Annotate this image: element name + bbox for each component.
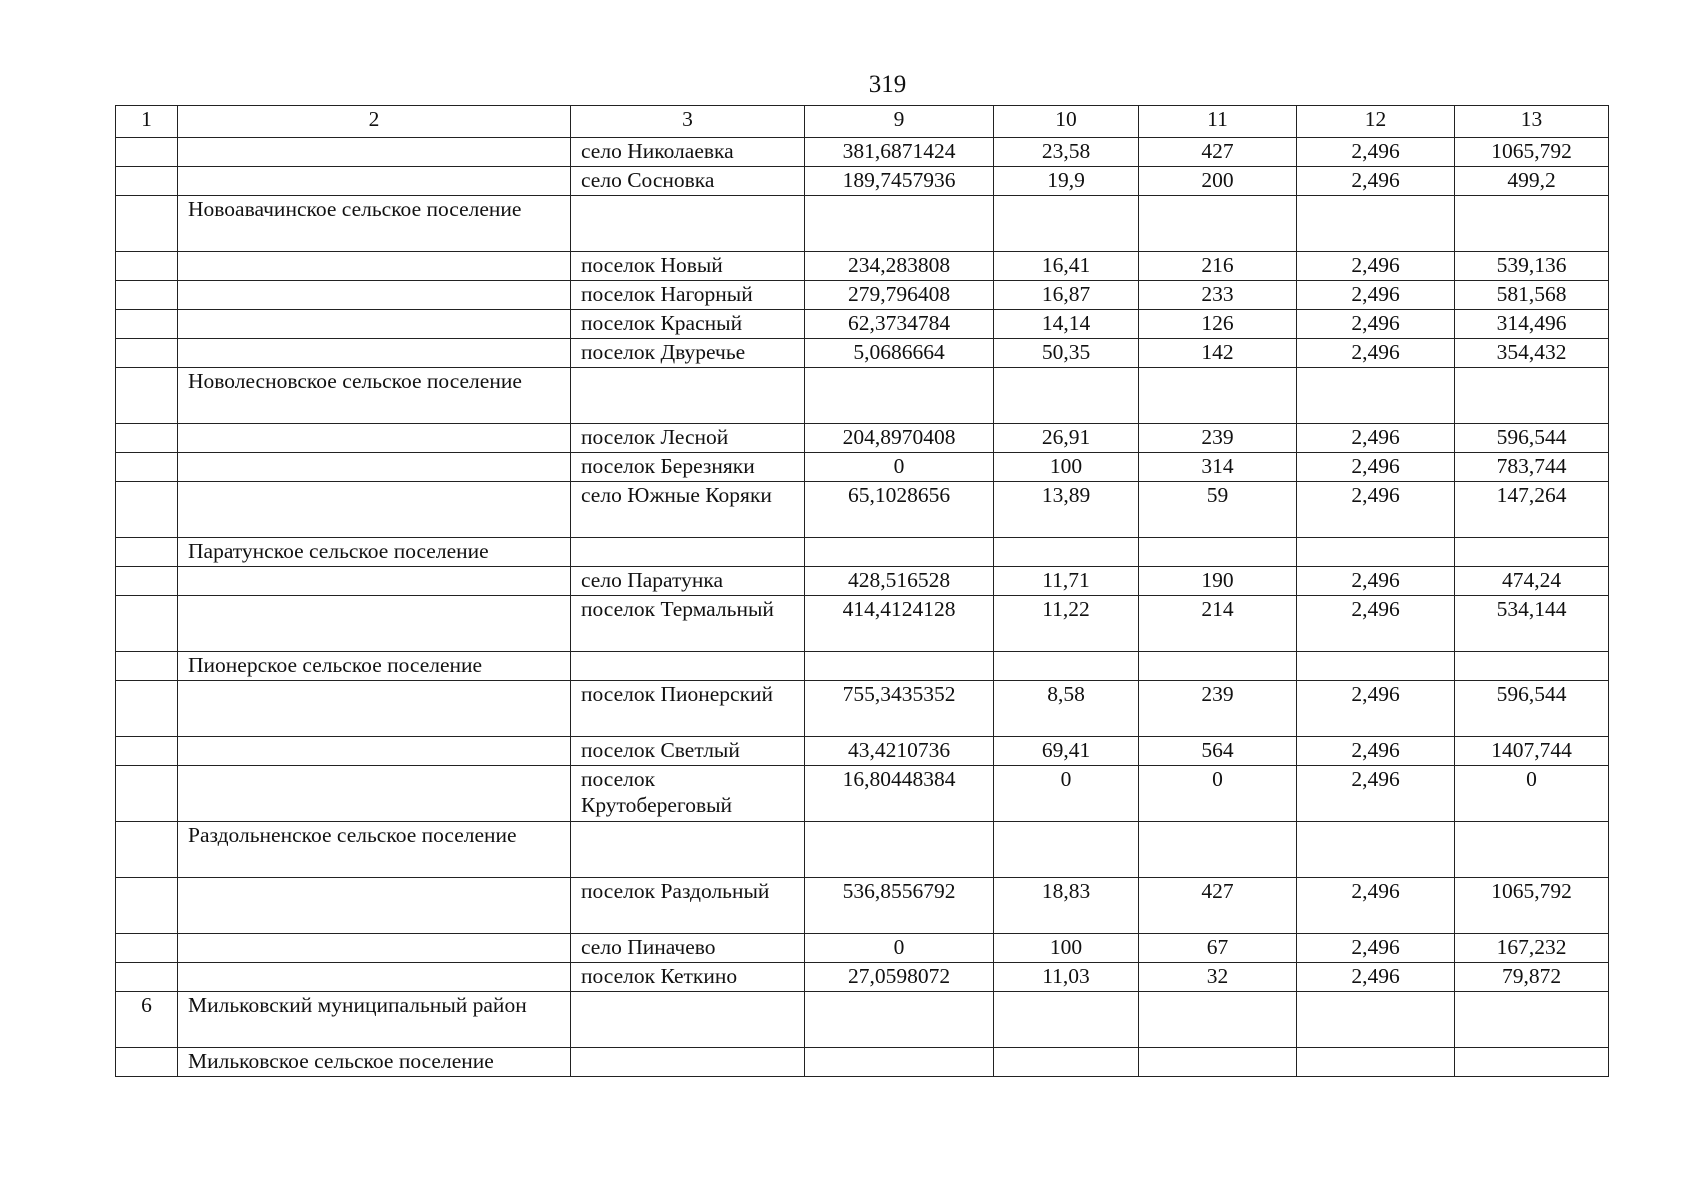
col12-value-cell: 2,496 [1297, 681, 1455, 737]
row-number-cell [116, 822, 178, 878]
data-table [115, 105, 1609, 1077]
col9-value-cell: 204,8970408 [805, 424, 994, 453]
municipality-cell: Раздольненское сельское поселение [178, 822, 571, 878]
col9-value-cell: 65,1028656 [805, 482, 994, 538]
municipality-cell [178, 424, 571, 453]
municipality-cell [178, 339, 571, 368]
col10-value-cell: 18,83 [994, 878, 1139, 934]
row-number-cell [116, 652, 178, 681]
col12-value-cell: 2,496 [1297, 737, 1455, 766]
municipality-cell [178, 766, 571, 822]
col12-value-cell: 2,496 [1297, 310, 1455, 339]
col10-value-cell [994, 992, 1139, 1048]
settlement-cell: поселок Березняки [571, 453, 805, 482]
table-row [116, 992, 1609, 1048]
col13-value-cell [1455, 992, 1609, 1048]
col13-value-cell: 596,544 [1455, 424, 1609, 453]
settlement-cell: село Паратунка [571, 567, 805, 596]
table-row [116, 652, 1609, 681]
header-cell: 1 [116, 106, 178, 138]
col12-value-cell: 2,496 [1297, 424, 1455, 453]
col11-value-cell: 239 [1139, 424, 1297, 453]
municipality-cell [178, 482, 571, 538]
row-number-cell [116, 482, 178, 538]
col13-value-cell: 354,432 [1455, 339, 1609, 368]
table-row [116, 310, 1609, 339]
col13-value-cell [1455, 822, 1609, 878]
header-cell: 9 [805, 106, 994, 138]
col13-value-cell [1455, 1048, 1609, 1077]
col11-value-cell [1139, 538, 1297, 567]
table-row [116, 1048, 1609, 1077]
col10-value-cell: 100 [994, 934, 1139, 963]
col9-value-cell: 5,0686664 [805, 339, 994, 368]
table-row [116, 196, 1609, 252]
col9-value-cell [805, 992, 994, 1048]
col11-value-cell [1139, 822, 1297, 878]
col12-value-cell: 2,496 [1297, 766, 1455, 822]
col10-value-cell: 16,87 [994, 281, 1139, 310]
col11-value-cell: 59 [1139, 482, 1297, 538]
col12-value-cell: 2,496 [1297, 963, 1455, 992]
col9-value-cell: 381,6871424 [805, 138, 994, 167]
col11-value-cell: 214 [1139, 596, 1297, 652]
col10-value-cell: 100 [994, 453, 1139, 482]
table-row [116, 934, 1609, 963]
col10-value-cell: 13,89 [994, 482, 1139, 538]
row-number-cell [116, 138, 178, 167]
table-row [116, 281, 1609, 310]
col10-value-cell [994, 822, 1139, 878]
col10-value-cell [994, 1048, 1139, 1077]
col10-value-cell [994, 538, 1139, 567]
municipality-cell [178, 252, 571, 281]
settlement-cell: поселок Кеткино [571, 963, 805, 992]
col12-value-cell: 2,496 [1297, 567, 1455, 596]
col13-value-cell: 79,872 [1455, 963, 1609, 992]
settlement-cell: поселок Красный [571, 310, 805, 339]
settlement-cell [571, 538, 805, 567]
col11-value-cell: 427 [1139, 878, 1297, 934]
row-number-cell [116, 1048, 178, 1077]
col12-value-cell: 2,496 [1297, 281, 1455, 310]
table-row [116, 766, 1609, 822]
col10-value-cell: 26,91 [994, 424, 1139, 453]
settlement-cell: поселок Термальный [571, 596, 805, 652]
col9-value-cell [805, 1048, 994, 1077]
col13-value-cell: 0 [1455, 766, 1609, 822]
settlement-cell: поселок Нагорный [571, 281, 805, 310]
col13-value-cell [1455, 538, 1609, 567]
col13-value-cell: 147,264 [1455, 482, 1609, 538]
col10-value-cell: 11,22 [994, 596, 1139, 652]
col9-value-cell: 27,0598072 [805, 963, 994, 992]
row-number-cell [116, 281, 178, 310]
municipality-cell: Пионерское сельское поселение [178, 652, 571, 681]
col11-value-cell: 67 [1139, 934, 1297, 963]
municipality-cell: Новоавачинское сельское поселение [178, 196, 571, 252]
municipality-cell [178, 453, 571, 482]
col12-value-cell [1297, 538, 1455, 567]
table-row [116, 453, 1609, 482]
settlement-cell [571, 1048, 805, 1077]
header-cell: 13 [1455, 106, 1609, 138]
col13-value-cell: 539,136 [1455, 252, 1609, 281]
table-row [116, 339, 1609, 368]
col11-value-cell: 216 [1139, 252, 1297, 281]
col11-value-cell: 239 [1139, 681, 1297, 737]
col13-value-cell: 314,496 [1455, 310, 1609, 339]
settlement-cell [571, 992, 805, 1048]
settlement-cell: село Пиначево [571, 934, 805, 963]
col11-value-cell [1139, 196, 1297, 252]
table-row [116, 567, 1609, 596]
col13-value-cell: 534,144 [1455, 596, 1609, 652]
table-row [116, 482, 1609, 538]
col9-value-cell: 0 [805, 934, 994, 963]
col13-value-cell [1455, 196, 1609, 252]
col10-value-cell: 16,41 [994, 252, 1139, 281]
settlement-cell: поселок Пионерский [571, 681, 805, 737]
col9-value-cell: 0 [805, 453, 994, 482]
settlement-cell: поселок Новый [571, 252, 805, 281]
col11-value-cell: 314 [1139, 453, 1297, 482]
col11-value-cell [1139, 652, 1297, 681]
col12-value-cell: 2,496 [1297, 138, 1455, 167]
col10-value-cell: 69,41 [994, 737, 1139, 766]
municipality-cell [178, 167, 571, 196]
col10-value-cell: 14,14 [994, 310, 1139, 339]
col9-value-cell [805, 538, 994, 567]
row-number-cell [116, 737, 178, 766]
table-row [116, 368, 1609, 424]
col9-value-cell [805, 822, 994, 878]
col12-value-cell [1297, 822, 1455, 878]
col11-value-cell [1139, 992, 1297, 1048]
col12-value-cell: 2,496 [1297, 252, 1455, 281]
table-row [116, 878, 1609, 934]
col11-value-cell: 190 [1139, 567, 1297, 596]
table-row [116, 596, 1609, 652]
col13-value-cell: 596,544 [1455, 681, 1609, 737]
col10-value-cell: 19,9 [994, 167, 1139, 196]
col12-value-cell: 2,496 [1297, 934, 1455, 963]
municipality-cell: Паратунское сельское поселение [178, 538, 571, 567]
col13-value-cell: 474,24 [1455, 567, 1609, 596]
settlement-cell: поселок Двуречье [571, 339, 805, 368]
settlement-cell: село Южные Коряки [571, 482, 805, 538]
row-number-cell: 6 [116, 992, 178, 1048]
table-row [116, 963, 1609, 992]
page-number: 319 [868, 71, 907, 98]
municipality-cell [178, 681, 571, 737]
row-number-cell [116, 167, 178, 196]
row-number-cell [116, 196, 178, 252]
col13-value-cell [1455, 652, 1609, 681]
table-row [116, 538, 1609, 567]
municipality-cell [178, 878, 571, 934]
col12-value-cell: 2,496 [1297, 339, 1455, 368]
col10-value-cell [994, 196, 1139, 252]
header-cell: 2 [178, 106, 571, 138]
col10-value-cell: 8,58 [994, 681, 1139, 737]
municipality-cell [178, 138, 571, 167]
municipality-cell [178, 310, 571, 339]
col10-value-cell [994, 652, 1139, 681]
col10-value-cell: 11,03 [994, 963, 1139, 992]
header-cell: 12 [1297, 106, 1455, 138]
settlement-cell: поселок Светлый [571, 737, 805, 766]
col10-value-cell: 50,35 [994, 339, 1139, 368]
settlement-cell [571, 196, 805, 252]
col13-value-cell: 1065,792 [1455, 138, 1609, 167]
municipality-cell [178, 963, 571, 992]
col12-value-cell: 2,496 [1297, 453, 1455, 482]
row-number-cell [116, 681, 178, 737]
col13-value-cell: 1407,744 [1455, 737, 1609, 766]
municipality-cell [178, 934, 571, 963]
col11-value-cell: 564 [1139, 737, 1297, 766]
table-row [116, 252, 1609, 281]
col9-value-cell: 414,4124128 [805, 596, 994, 652]
row-number-cell [116, 567, 178, 596]
col13-value-cell: 581,568 [1455, 281, 1609, 310]
row-number-cell [116, 339, 178, 368]
col9-value-cell: 189,7457936 [805, 167, 994, 196]
col13-value-cell: 499,2 [1455, 167, 1609, 196]
municipality-cell [178, 281, 571, 310]
col12-value-cell: 2,496 [1297, 482, 1455, 538]
row-number-cell [116, 368, 178, 424]
row-number-cell [116, 766, 178, 822]
col9-value-cell: 16,80448384 [805, 766, 994, 822]
col10-value-cell: 0 [994, 766, 1139, 822]
col12-value-cell: 2,496 [1297, 167, 1455, 196]
row-number-cell [116, 252, 178, 281]
col9-value-cell [805, 196, 994, 252]
col12-value-cell: 2,496 [1297, 878, 1455, 934]
municipality-cell: Мильковское сельское поселение [178, 1048, 571, 1077]
col10-value-cell [994, 368, 1139, 424]
col13-value-cell: 1065,792 [1455, 878, 1609, 934]
header-cell: 10 [994, 106, 1139, 138]
col12-value-cell [1297, 196, 1455, 252]
col12-value-cell [1297, 652, 1455, 681]
col9-value-cell: 279,796408 [805, 281, 994, 310]
col10-value-cell: 11,71 [994, 567, 1139, 596]
col11-value-cell: 427 [1139, 138, 1297, 167]
col11-value-cell: 200 [1139, 167, 1297, 196]
col11-value-cell: 32 [1139, 963, 1297, 992]
col9-value-cell: 755,3435352 [805, 681, 994, 737]
settlement-cell: село Николаевка [571, 138, 805, 167]
settlement-cell [571, 652, 805, 681]
col9-value-cell: 234,283808 [805, 252, 994, 281]
table-row [116, 167, 1609, 196]
row-number-cell [116, 596, 178, 652]
municipality-cell: Мильковский муниципальный район [178, 992, 571, 1048]
col11-value-cell: 233 [1139, 281, 1297, 310]
row-number-cell [116, 453, 178, 482]
header-cell: 11 [1139, 106, 1297, 138]
col13-value-cell: 783,744 [1455, 453, 1609, 482]
table-row [116, 138, 1609, 167]
row-number-cell [116, 963, 178, 992]
row-number-cell [116, 310, 178, 339]
header-row [116, 106, 1609, 138]
col11-value-cell [1139, 368, 1297, 424]
row-number-cell [116, 934, 178, 963]
col11-value-cell [1139, 1048, 1297, 1077]
col12-value-cell [1297, 992, 1455, 1048]
row-number-cell [116, 878, 178, 934]
col9-value-cell: 43,4210736 [805, 737, 994, 766]
table-row [116, 681, 1609, 737]
col11-value-cell: 0 [1139, 766, 1297, 822]
col9-value-cell: 428,516528 [805, 567, 994, 596]
table-row [116, 822, 1609, 878]
col11-value-cell: 126 [1139, 310, 1297, 339]
municipality-cell: Новолесновское сельское поселение [178, 368, 571, 424]
col9-value-cell: 536,8556792 [805, 878, 994, 934]
settlement-cell [571, 368, 805, 424]
row-number-cell [116, 538, 178, 567]
col12-value-cell [1297, 1048, 1455, 1077]
col12-value-cell [1297, 368, 1455, 424]
col11-value-cell: 142 [1139, 339, 1297, 368]
municipality-cell [178, 737, 571, 766]
table-row [116, 737, 1609, 766]
row-number-cell [116, 424, 178, 453]
col9-value-cell: 62,3734784 [805, 310, 994, 339]
table-row [116, 424, 1609, 453]
municipality-cell [178, 567, 571, 596]
settlement-cell: село Сосновка [571, 167, 805, 196]
municipality-cell [178, 596, 571, 652]
col13-value-cell: 167,232 [1455, 934, 1609, 963]
settlement-cell [571, 822, 805, 878]
header-cell: 3 [571, 106, 805, 138]
col10-value-cell: 23,58 [994, 138, 1139, 167]
settlement-cell: поселок Крутобереговый [571, 766, 805, 822]
settlement-cell: поселок Лесной [571, 424, 805, 453]
col9-value-cell [805, 368, 994, 424]
col13-value-cell [1455, 368, 1609, 424]
col9-value-cell [805, 652, 994, 681]
settlement-cell: поселок Раздольный [571, 878, 805, 934]
col12-value-cell: 2,496 [1297, 596, 1455, 652]
